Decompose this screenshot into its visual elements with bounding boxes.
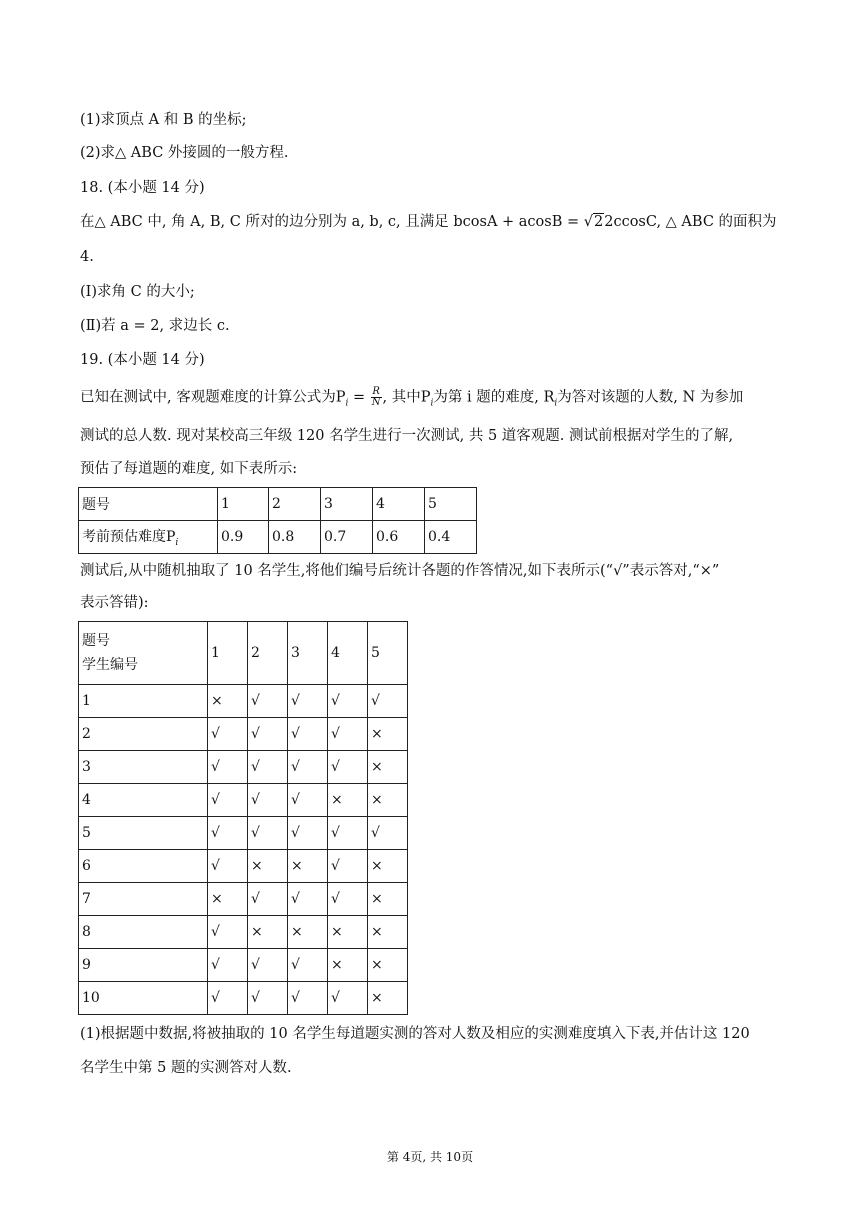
student-id: 8 [79, 916, 208, 949]
sqrt-symbol: √ [583, 214, 593, 230]
frac-numerator: R [372, 386, 380, 397]
answer-mark: √ [288, 784, 328, 817]
answer-mark: √ [328, 718, 368, 751]
table1-row-label-text: 考前预估难度P [82, 529, 176, 546]
table1-col: 1 [218, 488, 269, 521]
answer-mark: × [368, 949, 408, 982]
q17-part1: (1)求顶点 A 和 B 的坐标; [80, 112, 247, 128]
q18-text-a: 在△ ABC 中, 角 A, B, C 所对的边分别为 a, b, c, 且满足 bcosA + acosB = [80, 214, 584, 230]
q19-statement-3: 预估了每道题的难度, 如下表所示: [80, 461, 298, 477]
q18-statement [80, 212, 777, 232]
table1-header-row [79, 488, 477, 521]
table2-col: 5 [368, 622, 408, 685]
table1-value: 0.9 [218, 521, 269, 554]
student-id: 7 [79, 883, 208, 916]
answer-mark: √ [248, 982, 288, 1015]
answer-results-table [78, 621, 408, 1015]
table2-header-top: 题号 [82, 633, 110, 649]
table-row [79, 751, 408, 784]
answer-mark: × [328, 916, 368, 949]
table1-col: 5 [425, 488, 477, 521]
answer-mark: × [328, 784, 368, 817]
table-row [79, 784, 408, 817]
answer-mark: √ [288, 685, 328, 718]
student-id: 10 [79, 982, 208, 1015]
q18-part1: (Ⅰ)求角 C 的大小; [80, 284, 195, 300]
table2-col: 3 [288, 622, 328, 685]
answer-mark: √ [288, 982, 328, 1015]
student-id: 4 [79, 784, 208, 817]
answer-mark: √ [328, 982, 368, 1015]
answer-mark: √ [328, 751, 368, 784]
table2-col: 4 [328, 622, 368, 685]
answer-mark: √ [328, 883, 368, 916]
answer-mark: √ [208, 718, 248, 751]
answer-mark: √ [248, 817, 288, 850]
q19-statement-2: 测试的总人数. 现对某校高三年级 120 名学生进行一次测试, 共 5 道客观题. 测试前根据对学生的了解, [80, 428, 734, 444]
table-row [79, 883, 408, 916]
table2-header-bottom: 学生编号 [82, 657, 138, 673]
table2-header-cell [79, 622, 208, 685]
q19-text-a: 已知在测试中, 客观题难度的计算公式为P [80, 389, 346, 406]
table1-value: 0.6 [373, 521, 425, 554]
answer-mark: √ [328, 685, 368, 718]
answer-mark: √ [208, 949, 248, 982]
answer-mark: √ [328, 817, 368, 850]
answer-mark: × [368, 718, 408, 751]
student-id: 1 [79, 685, 208, 718]
predicted-difficulty-table [78, 487, 477, 554]
sub-i: i [345, 398, 349, 409]
answer-mark: √ [208, 751, 248, 784]
answer-mark: × [208, 685, 248, 718]
sub-i-3: i [554, 398, 558, 409]
answer-mark: × [248, 916, 288, 949]
page-footer: 第 4页, 共 10页 [386, 1150, 474, 1164]
after-table1-text: 测试后,从中随机抽取了 10 名学生,将他们编号后统计各题的作答情况,如下表所示(“√”表示答对,“×” [80, 563, 720, 579]
difficulty-fraction [371, 387, 382, 408]
student-id: 9 [79, 949, 208, 982]
answer-mark: √ [248, 685, 288, 718]
table1-row-label-sub: i [175, 537, 179, 548]
after-table1-text-2: 表示答错): [80, 595, 149, 611]
student-id: 3 [79, 751, 208, 784]
q18-text-b: 2ccosC, △ ABC 的面积为 [604, 214, 777, 230]
sqrt-digit: 2 [594, 214, 604, 230]
answer-mark: √ [208, 916, 248, 949]
table2-body [79, 685, 408, 1015]
sub-i-2: i [430, 398, 434, 409]
answer-mark: × [368, 916, 408, 949]
table-row [79, 817, 408, 850]
table1-value: 0.7 [321, 521, 373, 554]
answer-mark: × [328, 949, 368, 982]
table-row [79, 718, 408, 751]
answer-mark: × [368, 982, 408, 1015]
q19-text-b: , 其中P [382, 389, 431, 406]
answer-mark: √ [208, 982, 248, 1015]
answer-mark: √ [208, 817, 248, 850]
table1-value: 0.8 [269, 521, 321, 554]
table1-col: 3 [321, 488, 373, 521]
answer-mark: √ [248, 751, 288, 784]
table1-value-row [79, 521, 477, 554]
table1-header-label: 题号 [79, 488, 218, 521]
answer-mark: √ [208, 850, 248, 883]
q19-title: 19. (本小题 14 分) [80, 352, 205, 368]
answer-mark: × [368, 751, 408, 784]
part1-text: (1)根据题中数据,将被抽取的 10 名学生每道题实测的答对人数及相应的实测难度填入下表,并估计这 120 [80, 1026, 750, 1042]
answer-mark: √ [328, 850, 368, 883]
answer-mark: × [368, 850, 408, 883]
table1-value: 0.4 [425, 521, 477, 554]
q18-statement-end: 4. [80, 249, 94, 265]
answer-mark: √ [368, 685, 408, 718]
q19-text-d: 为答对该题的人数, N 为参加 [557, 389, 744, 406]
answer-mark: √ [288, 718, 328, 751]
answer-mark: × [248, 850, 288, 883]
student-id: 5 [79, 817, 208, 850]
answer-mark: √ [248, 784, 288, 817]
q18-part2: (Ⅱ)若 a = 2, 求边长 c. [80, 318, 230, 334]
q19-text-c: 为第 i 题的难度, R [433, 389, 555, 406]
student-id: 6 [79, 850, 208, 883]
answer-mark: × [368, 784, 408, 817]
answer-mark: √ [248, 718, 288, 751]
q17-part2: (2)求△ ABC 外接圆的一般方程. [80, 145, 289, 161]
part1-text-2: 名学生中第 5 题的实测答对人数. [80, 1060, 292, 1076]
answer-mark: √ [288, 949, 328, 982]
q19-statement [80, 387, 743, 413]
table2-col: 2 [248, 622, 288, 685]
answer-mark: √ [248, 883, 288, 916]
frac-denominator: N [371, 397, 381, 408]
student-id: 2 [79, 718, 208, 751]
answer-mark: √ [208, 784, 248, 817]
table1-col: 2 [269, 488, 321, 521]
table1-col: 4 [373, 488, 425, 521]
table2-header-row [79, 622, 408, 685]
answer-mark: √ [288, 751, 328, 784]
answer-mark: √ [368, 817, 408, 850]
table1-row-label [79, 521, 218, 554]
equals: = [348, 389, 370, 406]
answer-mark: √ [248, 949, 288, 982]
table-row [79, 949, 408, 982]
answer-mark: × [288, 916, 328, 949]
answer-mark: √ [288, 883, 328, 916]
table2-col: 1 [208, 622, 248, 685]
answer-mark: × [288, 850, 328, 883]
answer-mark: √ [288, 817, 328, 850]
answer-mark: × [208, 883, 248, 916]
q18-title: 18. (本小题 14 分) [80, 180, 205, 196]
table-row [79, 982, 408, 1015]
answer-mark: × [368, 883, 408, 916]
table-row [79, 685, 408, 718]
table-row [79, 850, 408, 883]
table-row [79, 916, 408, 949]
